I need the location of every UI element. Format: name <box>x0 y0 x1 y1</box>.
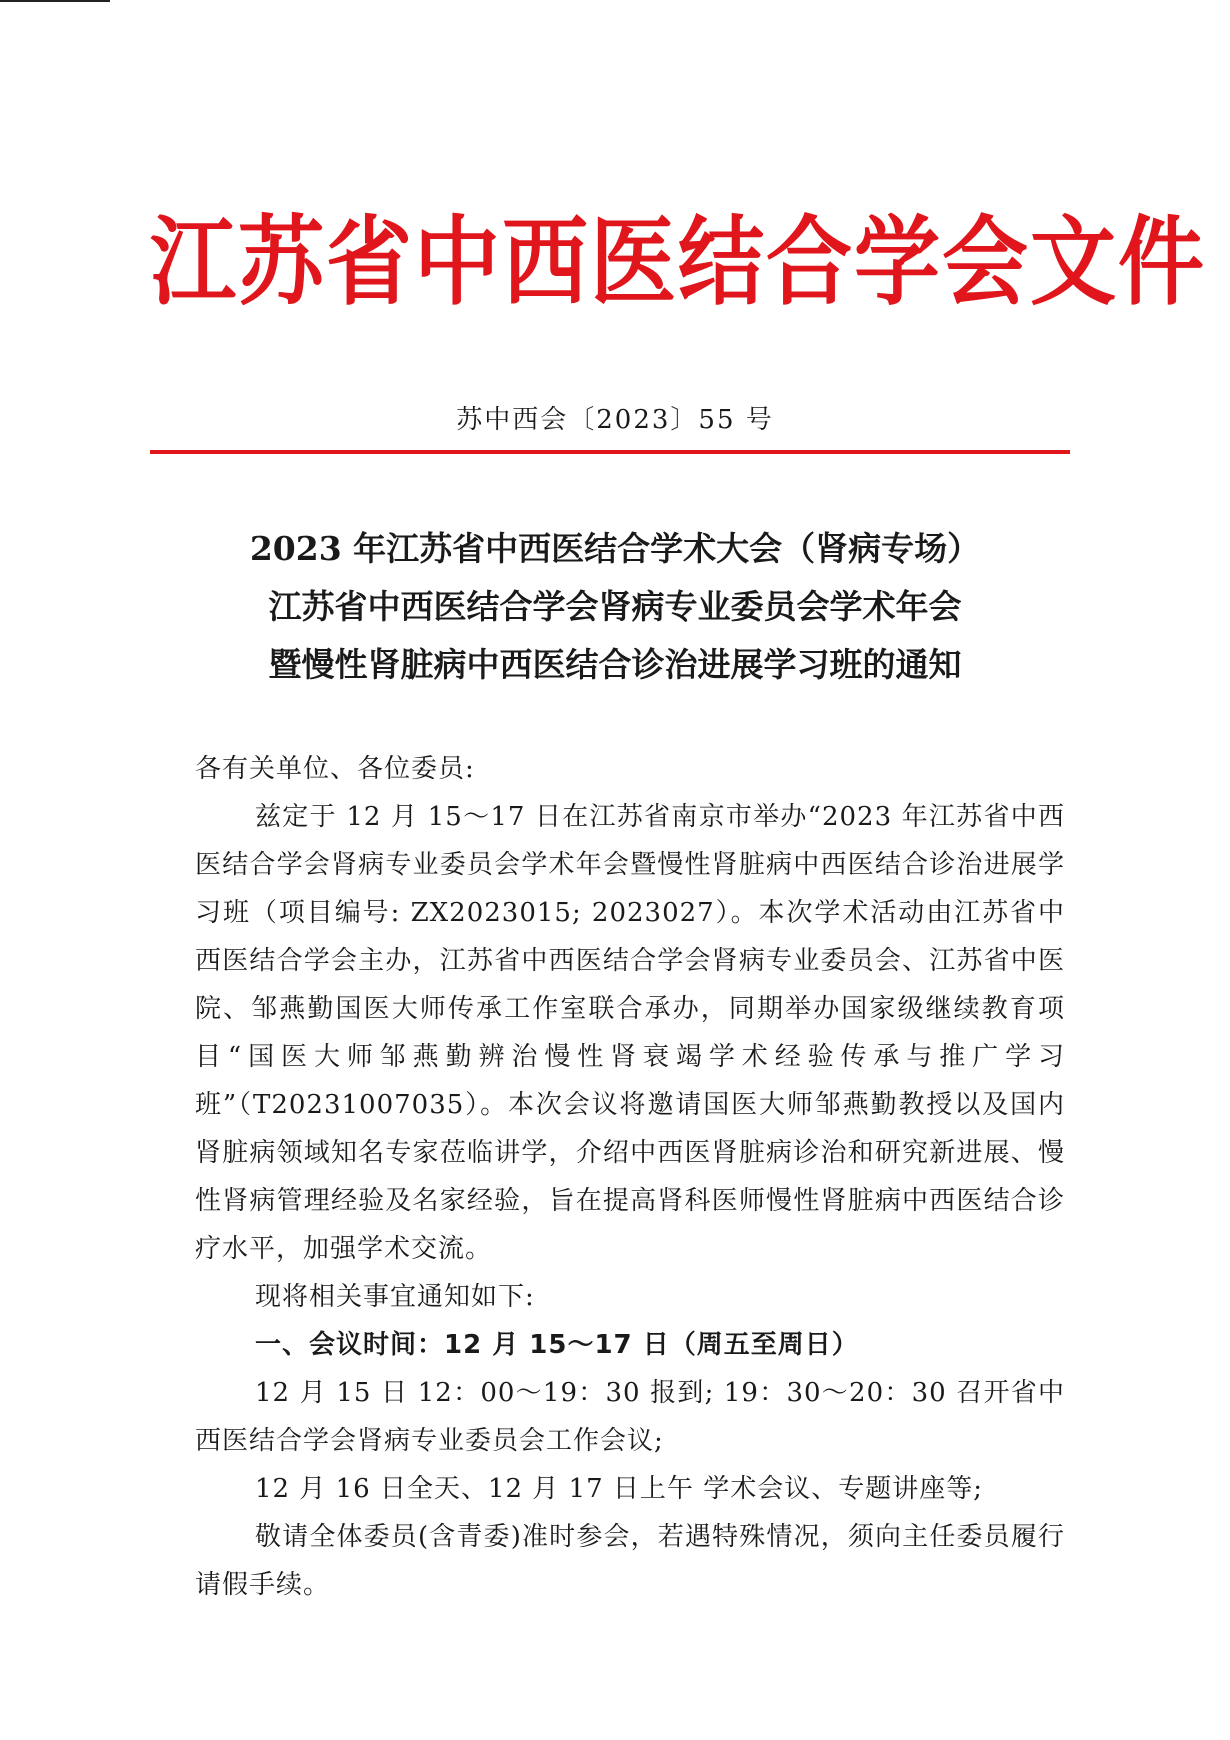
title-line-1: 2023 年江苏省中西医结合学术大会（肾病专场） <box>249 529 981 568</box>
attendance-paragraph: 敬请全体委员(含青委)准时参会，若遇特殊情况，须向主任委员履行请假手续。 <box>195 1522 1065 1600</box>
notice-body <box>195 745 1065 1609</box>
document-number: 苏中西会〔2023〕55 号 <box>456 405 774 435</box>
red-separator-rule <box>150 450 1070 454</box>
notice-title <box>150 520 1080 694</box>
scan-corner-mark <box>0 0 110 2</box>
intro-paragraph: 兹定于 12 月 15～17 日在江苏省南京市举办“2023 年江苏省中西医结合学会肾病专业委员会学术年会暨慢性肾脏病中西医结合诊治进展学习班（项目编号: ZX2023015; 2023027）。本次学术活动由江苏省中西医结合学会主办，江苏省中西医结合学会肾病专业委员会、江苏省中医院、邹燕勤国医大师传承工作室联合承办，同期举办国家级继续教育项目“国医大师邹燕勤辨治慢性肾衰竭学术经验传承与推广学习班”（T20231007035）。本次会议将邀请国医大师邹燕勤教授以及国内肾脏病领域知名专家莅临讲学，介绍中西医肾脏病诊治和研究新进展、慢性肾病管理经验及名家经验，旨在提高肾科医师慢性肾脏病中西医结合诊疗水平，加强学术交流。 <box>195 802 1065 1264</box>
title-line-2: 江苏省中西医结合学会肾病专业委员会学术年会 <box>268 587 962 626</box>
salutation: 各有关单位、各位委员: <box>195 754 475 784</box>
transition-paragraph: 现将相关事宜通知如下: <box>255 1282 535 1312</box>
title-line-3: 暨慢性肾脏病中西医结合诊治进展学习班的通知 <box>268 645 962 684</box>
section-1-heading: 一、会议时间：12 月 15～17 日（周五至周日） <box>255 1330 859 1360</box>
document-masthead: 江苏省中西医结合学会文件 <box>150 206 1206 320</box>
schedule-day2-paragraph: 12 月 16 日全天、12 月 17 日上午 学术会议、专题讲座等; <box>255 1474 983 1504</box>
schedule-day1-paragraph: 12 月 15 日 12：00～19：30 报到; 19：30～20：30 召开省中西医结合学会肾病专业委员会工作会议; <box>195 1378 1065 1456</box>
